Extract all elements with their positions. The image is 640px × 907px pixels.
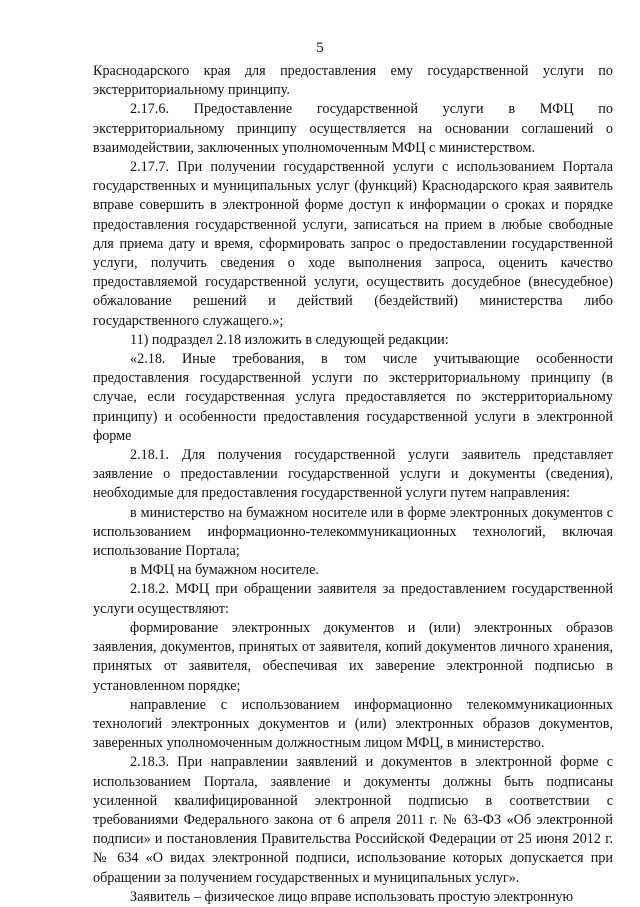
paragraph-item-11: 11) подраздел 2.18 изложить в следующей редакции: bbox=[130, 331, 449, 348]
paragraph-2-18-1: 2.18.1. Для получения государственной услуги заявитель представляет заявление о предоставлении государственной услуги и документы (сведения), необходимые для предоставления государственной услуги путем направления: bbox=[93, 447, 613, 502]
paragraph-mfc-channel: в МФЦ на бумажном носителе. bbox=[130, 562, 319, 579]
paragraph-applicant-signature: Заявитель – физическое лицо вправе использовать простую электронную bbox=[130, 888, 574, 905]
paragraph-2-17-7: 2.17.7. При получении государственной услуги с использованием Портала государственных и муниципальных услуг (функций) Краснодарского края заявитель вправе совершить в электронной форме доступ к информации о сроках и порядке предоставления государственной услуги, записаться на прием в любые свободные для приема дату и время, сформировать запрос о предоставлении государственной услуги, получить сведения о ходе выполнения запроса, оценить качество предоставляемой государственной услуги, осуществить досудебное (внесудебное) обжалование решений и действий (бездействий) министерства либо государственного служащего.»; bbox=[93, 159, 613, 329]
paragraph-region-name: Краснодарского края для предоставления ему государственной услуги по экстерриториальному принципу. bbox=[93, 63, 613, 99]
paragraph-sending-documents: направление с использованием информационно телекоммуникационных технологий электронных документов и (или) электронных образов документов, заверенных уполномоченным должностным лицом МФЦ, в министерство. bbox=[93, 696, 613, 752]
paragraph-forming-documents: формирование электронных документов и (или) электронных образов заявления, документов, принятых от заявителя, копий документов личного хранения, принятых от заявителя, обеспечивая их заверение электронной подписью в установленном порядке; bbox=[93, 619, 613, 694]
document-body bbox=[93, 62, 613, 907]
page-number: 5 bbox=[316, 40, 324, 56]
paragraph-ministry-channel: в министерство на бумажном носителе или в форме электронных документов с использованием информационно-телекоммуникационных технологий, включая использование Портала; bbox=[93, 504, 613, 560]
paragraph-2-18-2: 2.18.2. МФЦ при обращении заявителя за предоставлением государственной услуги осуществляют: bbox=[93, 581, 613, 617]
paragraph-2-18-heading: «2.18. Иные требования, в том числе учитывающие особенности предоставления государственной услуги по экстерриториальному принципу (в случае, если государственная услуга предоставляется по экстерриториальному принципу) и особенности предоставления государственной услуги в электронной форме bbox=[93, 351, 613, 444]
paragraph-2-18-3: 2.18.3. При направлении заявлений и документов в электронной форме с использованием Портала, заявление и документы должны быть подписаны усиленной квалифицированной электронной подписью в соответствии с требованиями Федерального закона от 6 апреля 2011 г. № 63-ФЗ «Об электронной подписи» и постановления Правительства Российской Федерации от 25 июня 2012 г. № 634 «О видах электронной подписи, использование которых допускается при обращении за получением государственных и муниципальных услуг». bbox=[93, 754, 613, 886]
paragraph-2-17-6: 2.17.6. Предоставление государственной услуги в МФЦ по экстерриториальному принципу осуществляется на основании соглашений о взаимодействии, заключенных уполномоченным МФЦ с министерством. bbox=[93, 101, 613, 156]
